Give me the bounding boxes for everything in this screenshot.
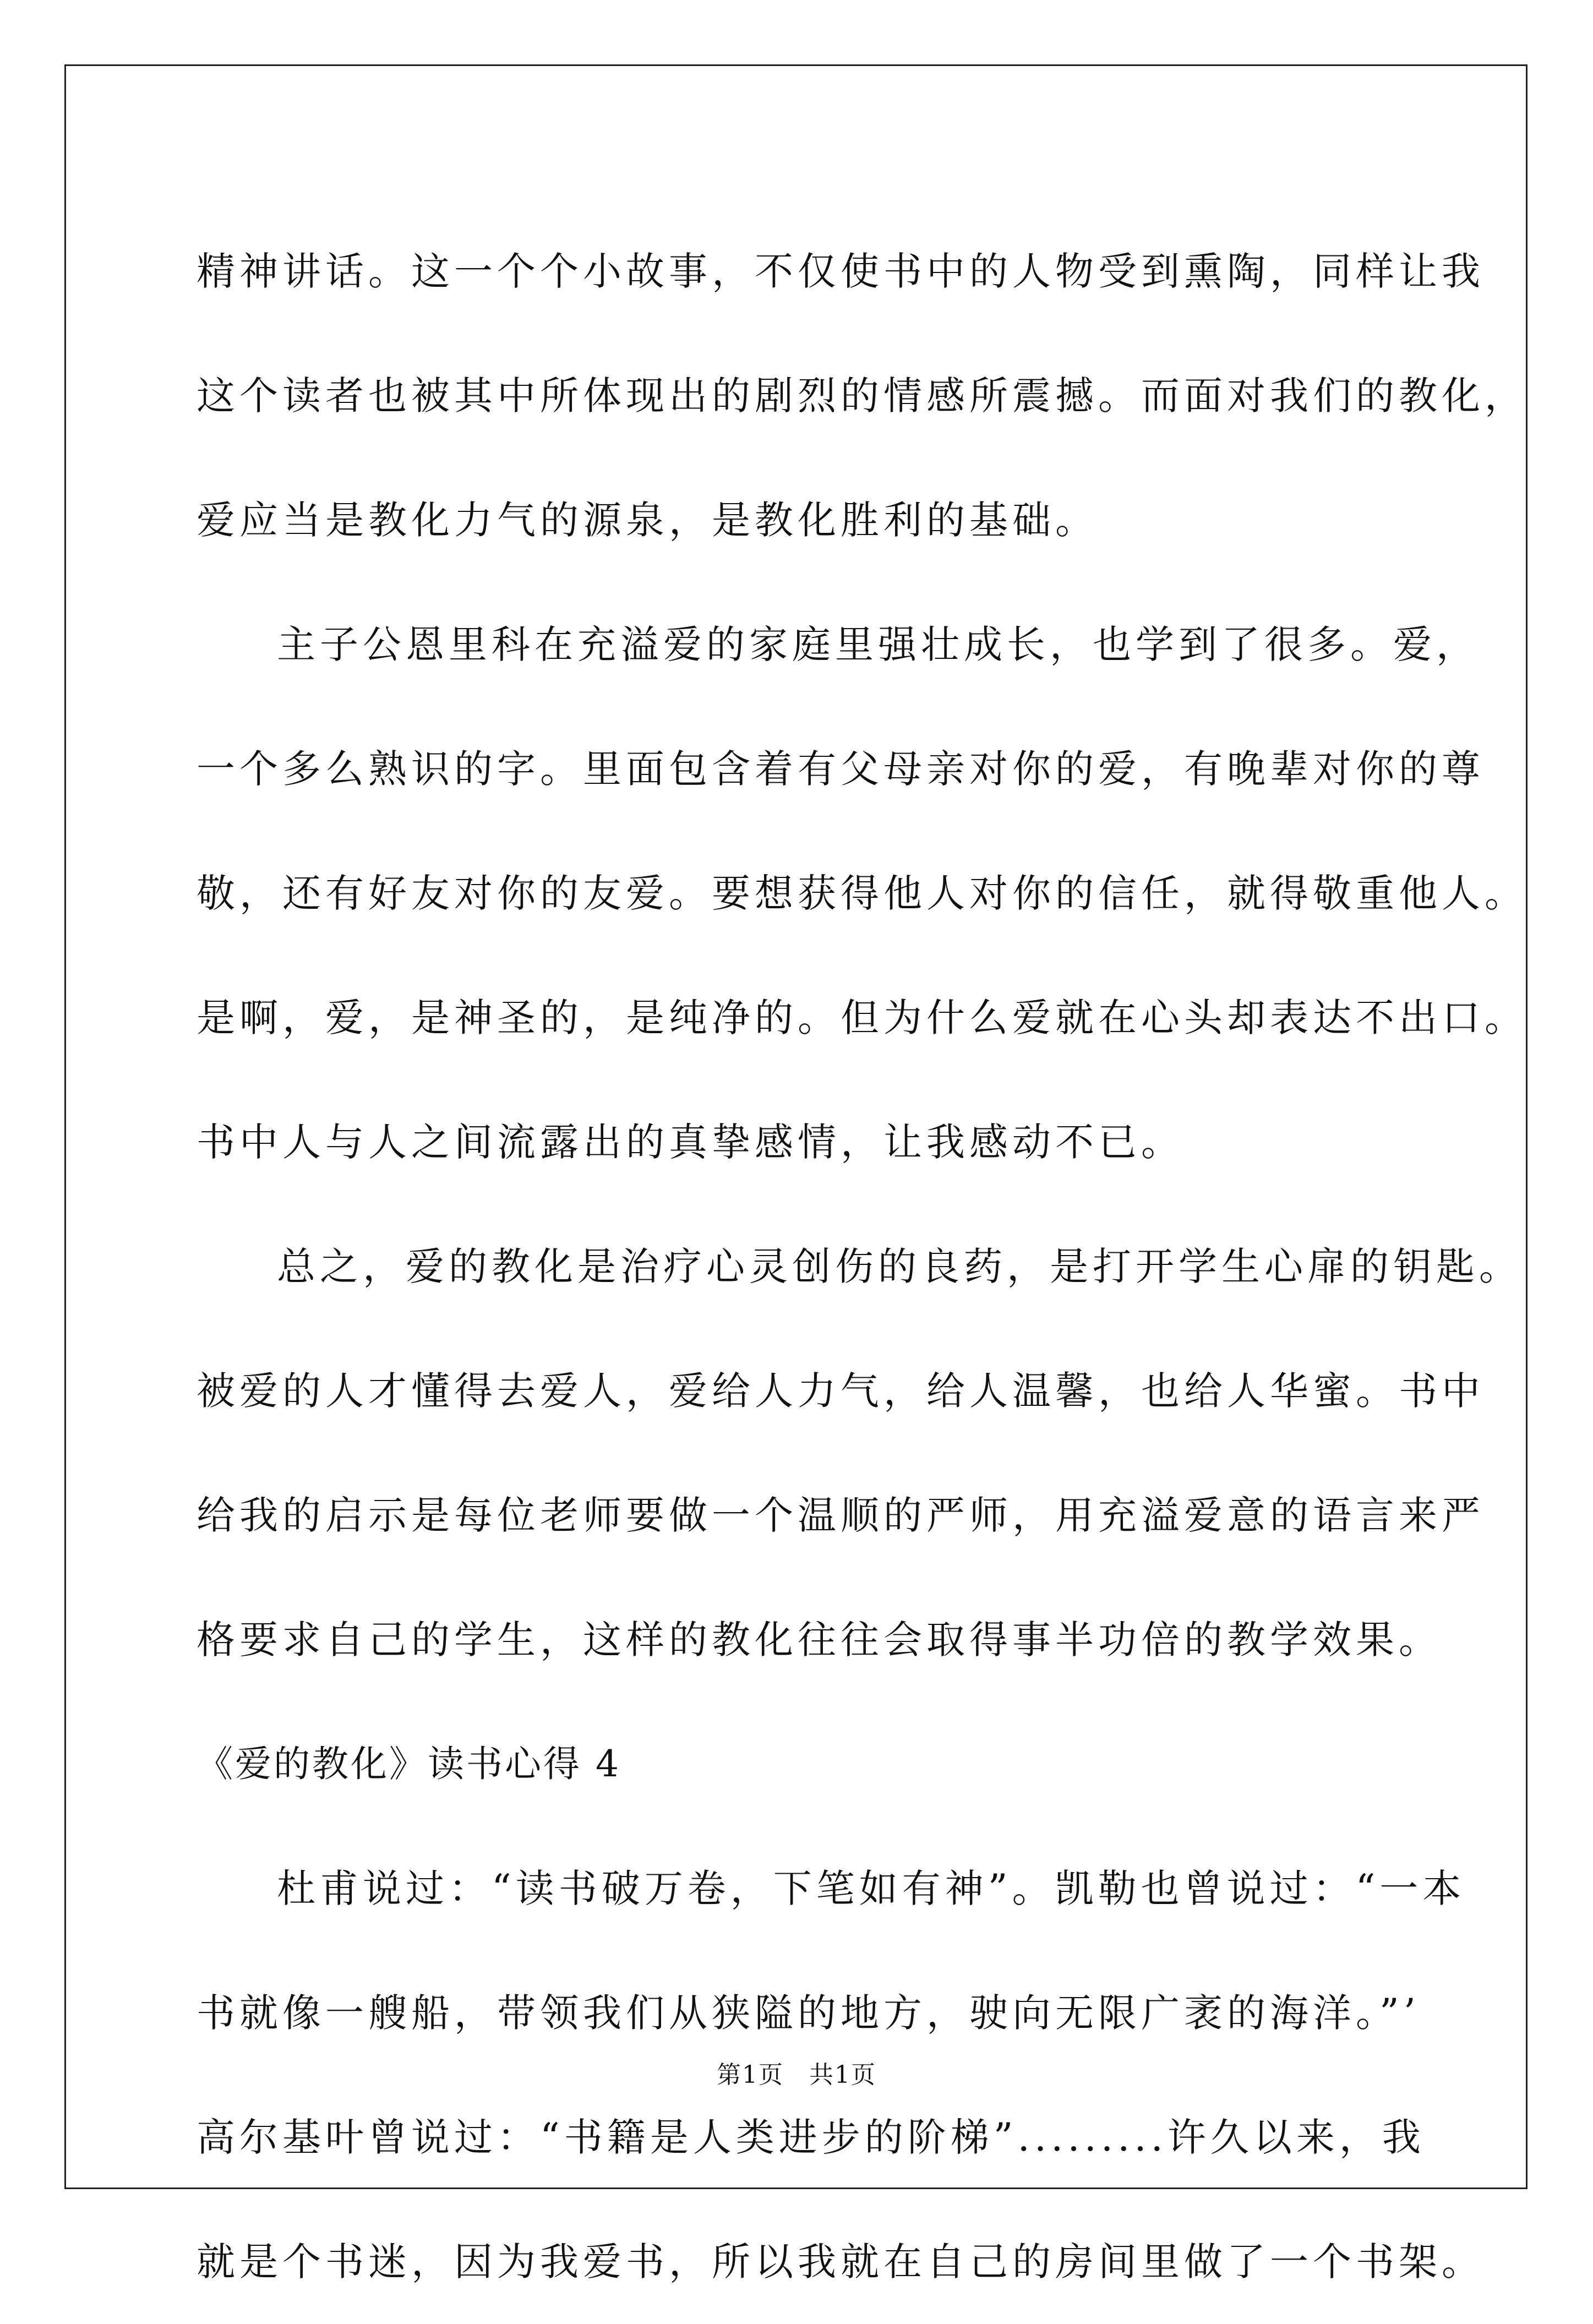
- text-line: 被爱的人才懂得去爱人，爱给人力气，给人温馨，也给人华蜜。书中: [197, 1368, 1485, 1414]
- document-body: [197, 209, 1527, 2324]
- text-line: 就是个书迷，因为我爱书，所以我就在自己的房间里做了一个书架。: [197, 2239, 1485, 2284]
- text-line: 书就像一艘船，带领我们从狭隘的地方，驶向无限广袤的海洋。”’: [197, 1990, 1421, 2036]
- text-line: 格要求自己的学生，这样的教化往往会取得事半功倍的教学效果。: [197, 1617, 1442, 1662]
- text-line: 一个多么熟识的字。里面包含着有父母亲对你的爱，有晚辈对你的尊: [197, 746, 1485, 792]
- text-line: 爱应当是教化力气的源泉，是教化胜利的基础。: [197, 498, 1098, 543]
- text-line: 是啊，爱，是神圣的，是纯净的。但为什么爱就在心头却表达不出口。: [197, 995, 1527, 1040]
- text-line: 精神讲话。这一个个小故事，不仅使书中的人物受到熏陶，同样让我: [197, 249, 1485, 294]
- text-line: 这个读者也被其中所体现出的剧烈的情感所震撼。而面对我们的教化，: [197, 373, 1527, 418]
- text-line: 高尔基叶曾说过：“书籍是人类进步的阶梯”.........许久以来，我: [197, 2115, 1425, 2160]
- paragraph-start: 总之，爱的教化是治疗心灵创伤的良药，是打开学生心扉的钥匙。: [277, 1244, 1522, 1289]
- text-line: 给我的启示是每位老师要做一个温顺的严师，用充溢爱意的语言来严: [197, 1493, 1485, 1538]
- text-line: 书中人与人之间流露出的真挚感情，让我感动不已。: [197, 1120, 1184, 1165]
- paragraph-start: 主子公恩里科在充溢爱的家庭里强壮成长，也学到了很多。爱，: [277, 622, 1479, 667]
- text-line: 敬，还有好友对你的友爱。要想获得他人对你的信任，就得敬重他人。: [197, 871, 1527, 916]
- paragraph-start: 杜甫说过：“读书破万卷，下笔如有神”。凯勒也曾说过：“一本: [277, 1866, 1466, 1911]
- section-heading: 《爱的教化》读书心得 4: [197, 1743, 621, 1785]
- page-footer: 第1页 共1页: [717, 2061, 876, 2089]
